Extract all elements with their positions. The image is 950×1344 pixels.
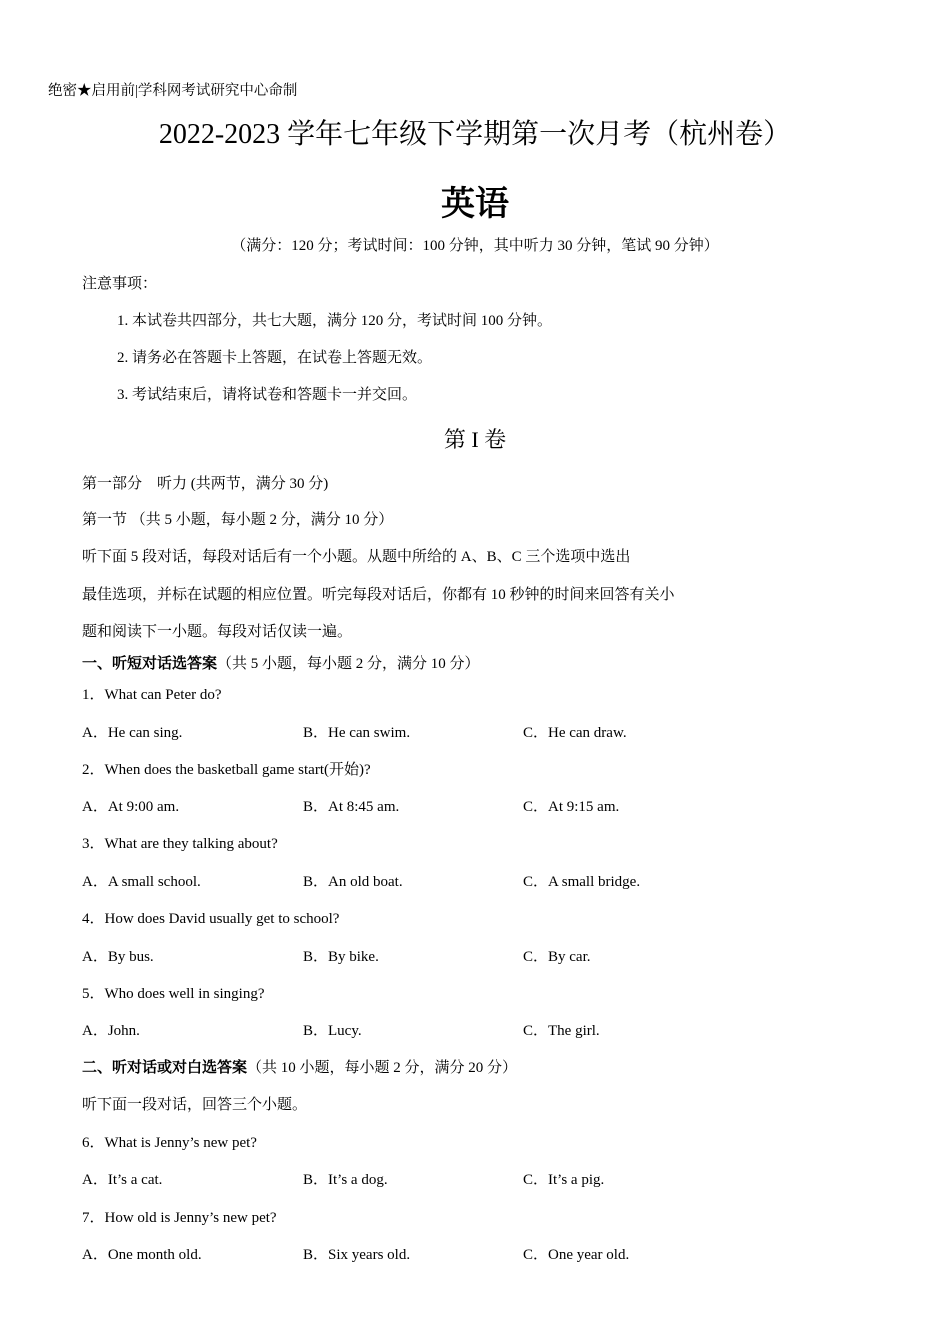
question-4-option-a: A．By bus. — [82, 949, 154, 965]
exam-title: 2022-2023 学年七年级下学期第一次月考（杭州卷） — [158, 119, 792, 150]
part1-title: 第一部分 听力 (共两节，满分 30 分) — [82, 476, 329, 492]
question-5-option-c: C．The girl. — [523, 1023, 600, 1039]
section1-title: 第一节 （共 5 小题，每小题 2 分，满分 10 分） — [82, 512, 394, 528]
section-b-intro: 听下面一段对话，回答三个小题。 — [82, 1097, 308, 1113]
question-3-option-a: A．A small school. — [82, 874, 201, 890]
question-2-option-c: C．At 9:15 am. — [523, 799, 620, 815]
question-1-stem: 1．What can Peter do? — [82, 687, 222, 703]
question-2-options — [82, 797, 882, 817]
secret-label: 绝密★启用前|学科网考试研究中心命制 — [48, 83, 298, 99]
question-1-option-a: A．He can sing. — [82, 725, 183, 741]
subject-title: 英语 — [441, 186, 509, 223]
question-6-option-b: B．It’s a dog. — [303, 1172, 388, 1188]
question-5-option-b: B．Lucy. — [303, 1023, 362, 1039]
question-2-stem: 2．When does the basketball game start(开始)? — [82, 762, 371, 778]
instructions-line-1: 听下面 5 段对话，每段对话后有一个小题。从题中所给的 A、B、C 三个选项中选出 — [82, 549, 631, 565]
question-7-options — [82, 1245, 882, 1265]
question-7-option-c: C．One year old. — [523, 1247, 630, 1263]
notice-item-1: 1. 本试卷共四部分，共七大题，满分 120 分，考试时间 100 分钟。 — [117, 313, 553, 329]
question-6-stem: 6．What is Jenny’s new pet? — [82, 1135, 257, 1151]
question-7-option-b: B．Six years old. — [303, 1247, 411, 1263]
question-5-stem: 5．Who does well in singing? — [82, 986, 265, 1002]
instructions-line-2: 最佳选项，并标在试题的相应位置。听完每段对话后，你都有 10 秒钟的时间来回答有关小 — [82, 587, 675, 603]
question-4-stem: 4．How does David usually get to school? — [82, 911, 340, 927]
section-b-note: （共 10 小题，每小题 2 分，满分 20 分） — [247, 1060, 518, 1076]
notice-heading: 注意事项： — [82, 276, 158, 292]
question-4-options — [82, 947, 882, 967]
instructions-line-3: 题和阅读下一小题。每段对话仅读一遍。 — [82, 624, 353, 640]
notice-item-3: 3. 考试结束后，请将试卷和答题卡一并交回。 — [117, 387, 418, 403]
section-b-heading — [82, 1058, 517, 1078]
question-3-stem: 3．What are they talking about? — [82, 836, 278, 852]
section-a-heading — [82, 654, 480, 674]
question-6-option-c: C．It’s a pig. — [523, 1172, 605, 1188]
question-6-option-a: A．It’s a cat. — [82, 1172, 163, 1188]
question-4-option-c: C．By car. — [523, 949, 591, 965]
question-4-option-b: B．By bike. — [303, 949, 379, 965]
section-b-label: 二、听对话或对白选答案 — [82, 1060, 248, 1076]
question-1-option-c: C．He can draw. — [523, 725, 627, 741]
question-7-option-a: A．One month old. — [82, 1247, 202, 1263]
question-3-option-b: B．An old boat. — [303, 874, 403, 890]
exam-subtitle: （满分：120 分；考试时间：100 分钟，其中听力 30 分钟，笔试 90 分钟） — [231, 238, 719, 254]
question-5-option-a: A．John. — [82, 1023, 140, 1039]
question-7-stem: 7．How old is Jenny’s new pet? — [82, 1210, 277, 1226]
section-a-label: 一、听短对话选答案 — [82, 656, 218, 672]
question-1-option-b: B．He can swim. — [303, 725, 411, 741]
section-a-note: （共 5 小题，每小题 2 分，满分 10 分） — [217, 656, 480, 672]
question-2-option-a: A．At 9:00 am. — [82, 799, 180, 815]
question-3-options — [82, 872, 882, 892]
question-1-options — [82, 723, 882, 743]
question-2-option-b: B．At 8:45 am. — [303, 799, 400, 815]
volume-title: 第 I 卷 — [443, 427, 507, 452]
question-6-options — [82, 1170, 882, 1190]
question-3-option-c: C．A small bridge. — [523, 874, 641, 890]
question-5-options — [82, 1021, 882, 1041]
notice-item-2: 2. 请务必在答题卡上答题，在试卷上答题无效。 — [117, 350, 433, 366]
